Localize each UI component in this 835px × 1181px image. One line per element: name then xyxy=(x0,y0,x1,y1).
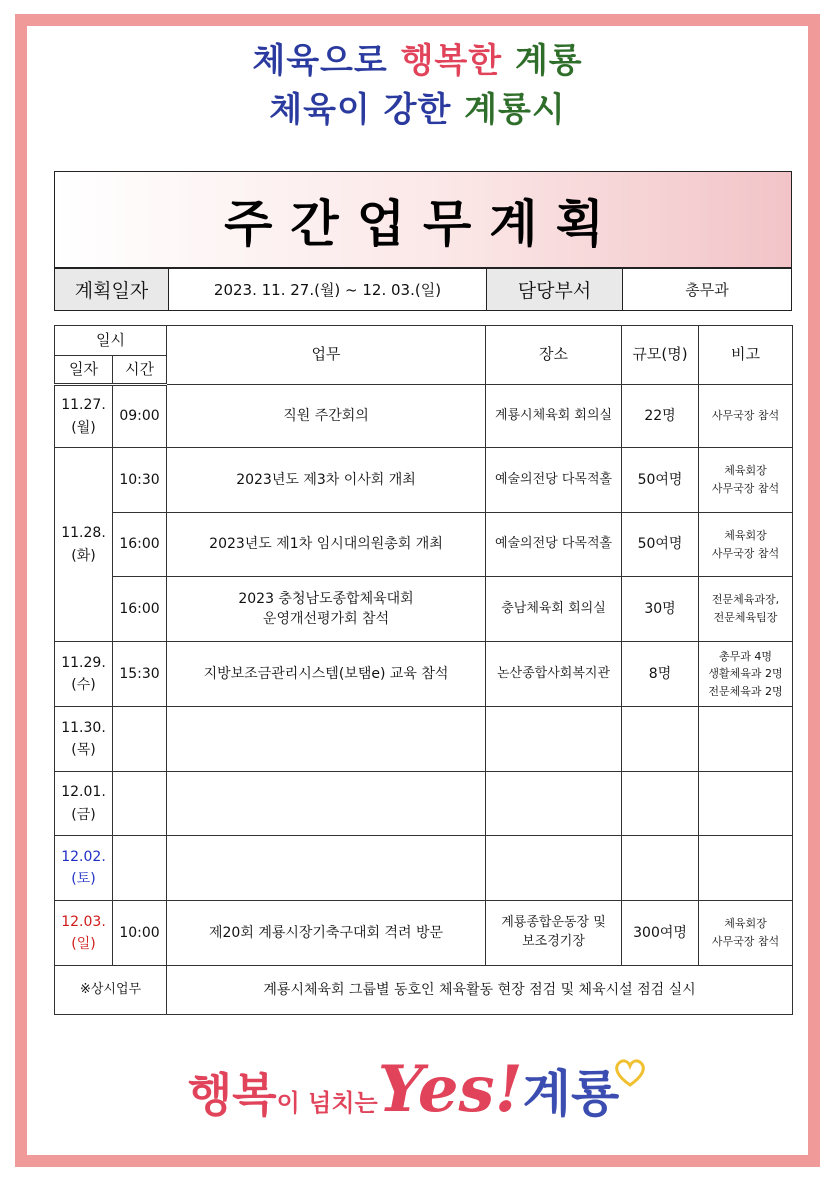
note-line: 사무국장 참석 xyxy=(711,935,780,948)
task-cell xyxy=(167,513,486,577)
place-line: 예술의전당 다목적홀 xyxy=(494,536,613,552)
date-line: 12.03. xyxy=(61,913,106,930)
title-banner xyxy=(54,171,792,268)
date-line: (월) xyxy=(71,419,96,436)
note-cell xyxy=(699,772,793,836)
task-line: 2023년도 제3차 이사회 개최 xyxy=(236,471,416,488)
slogan-segment: 체육으로 xyxy=(252,41,401,81)
scale-cell xyxy=(622,385,699,448)
date-line: (화) xyxy=(71,547,96,564)
scale-cell xyxy=(622,772,699,836)
date-line: (목) xyxy=(71,742,96,758)
task-line: 직원 주간회의 xyxy=(283,407,369,424)
scale-line: 30명 xyxy=(644,600,676,617)
time-line: 10:30 xyxy=(119,471,160,488)
table-row xyxy=(55,577,793,642)
task-line: 지방보조금관리시스템(보탬e) 교육 참석 xyxy=(203,665,449,682)
table-row xyxy=(55,448,793,513)
place-cell xyxy=(486,836,622,901)
time-cell xyxy=(113,577,167,642)
slogan-line-2 xyxy=(0,82,835,131)
note-cell xyxy=(699,642,793,707)
dept-value: 총무과 xyxy=(623,269,792,311)
header-task: 업무 xyxy=(167,326,486,385)
date-line: 12.01. xyxy=(61,784,106,801)
task-line: 운영개선평가회 참석 xyxy=(262,611,390,627)
time-line: 09:00 xyxy=(119,408,160,425)
slogan-segment: 계룡시 xyxy=(464,90,566,130)
scale-cell xyxy=(622,836,699,901)
note-line: 전문체육팀장 xyxy=(713,611,778,624)
time-line: 15:30 xyxy=(119,665,160,682)
place-cell xyxy=(486,448,622,513)
task-cell xyxy=(167,577,486,642)
place-line: 충남체육회 회의실 xyxy=(501,600,606,616)
scale-cell xyxy=(622,707,699,772)
note-cell xyxy=(699,385,793,448)
bottom-slogan-part-4: 계룡 xyxy=(522,1064,620,1123)
note-cell xyxy=(699,577,793,642)
place-cell xyxy=(486,772,622,836)
note-cell xyxy=(699,707,793,772)
date-line: 11.29. xyxy=(61,654,106,671)
note-line: 총무과 4명 xyxy=(719,649,773,663)
header-note: 비고 xyxy=(699,326,793,385)
table-row xyxy=(55,707,793,772)
time-cell xyxy=(113,901,167,966)
task-cell xyxy=(167,772,486,836)
task-cell xyxy=(167,901,486,966)
date-line: (금) xyxy=(71,806,96,823)
date-cell xyxy=(55,448,113,642)
date-cell xyxy=(55,901,113,966)
date-cell xyxy=(55,707,113,772)
scale-cell xyxy=(622,642,699,707)
date-line: 11.30. xyxy=(61,719,106,736)
place-cell xyxy=(486,385,622,448)
permanent-task-text: 계룡시체육회 그룹별 동호인 체육활동 현장 점검 및 체육시설 점검 실시 xyxy=(167,966,793,1015)
header-scale: 규모(명) xyxy=(622,326,699,385)
date-line: 11.27. xyxy=(61,397,106,414)
scale-cell xyxy=(622,448,699,513)
bottom-slogan-part-3: Yes! xyxy=(377,1052,523,1127)
place-cell xyxy=(486,901,622,966)
scale-cell xyxy=(622,513,699,577)
table-row xyxy=(55,836,793,901)
task-cell xyxy=(167,642,486,707)
time-cell xyxy=(113,707,167,772)
place-line: 논산종합사회복지관 xyxy=(497,665,611,681)
place-line: 계룡시체육회 회의실 xyxy=(494,407,613,423)
table-row xyxy=(55,901,793,966)
scale-line: 50여명 xyxy=(637,471,683,488)
place-cell xyxy=(486,577,622,642)
slogan-segment: 체육이 강한 xyxy=(269,90,465,130)
task-cell xyxy=(167,385,486,448)
note-line: 생활체육과 2명 xyxy=(708,667,783,681)
header-datetime: 일시 xyxy=(55,326,167,356)
page-title: 주간업무계획 xyxy=(224,194,622,253)
plan-date-value: 2023. 11. 27.(월) ~ 12. 03.(일) xyxy=(169,269,487,311)
time-cell xyxy=(113,513,167,577)
time-cell xyxy=(113,836,167,901)
heart-icon xyxy=(613,1058,647,1088)
dept-label: 담당부서 xyxy=(487,269,623,311)
table-row xyxy=(55,772,793,836)
scale-cell xyxy=(622,901,699,966)
bottom-slogan-part-2: 이 넘치는 xyxy=(276,1088,378,1117)
note-line: 전문체육과 2명 xyxy=(708,684,783,698)
note-line: 체육회장 xyxy=(724,528,767,542)
place-line: 계룡종합운동장 및 xyxy=(501,915,606,931)
task-line: 제20회 계룡시장기축구대회 격려 방문 xyxy=(209,924,444,941)
date-cell xyxy=(55,642,113,707)
place-line: 보조경기장 xyxy=(522,934,585,949)
table-row xyxy=(55,513,793,577)
table-row xyxy=(55,385,793,448)
time-cell xyxy=(113,642,167,707)
note-line: 체육회장 xyxy=(724,464,767,478)
bottom-slogan-logo xyxy=(0,1052,835,1127)
plan-date-label: 계획일자 xyxy=(55,269,169,311)
note-line: 사무국장 참석 xyxy=(711,482,780,495)
scale-line: 8명 xyxy=(648,665,672,682)
note-line: 사무국장 참석 xyxy=(711,546,780,560)
note-line: 전문체육과장, xyxy=(711,593,780,607)
header-date: 일자 xyxy=(55,356,113,385)
time-line: 10:00 xyxy=(119,924,160,941)
note-cell xyxy=(699,448,793,513)
note-cell xyxy=(699,901,793,966)
date-cell xyxy=(55,772,113,836)
place-cell xyxy=(486,642,622,707)
bottom-slogan-part-1: 행복 xyxy=(187,1068,277,1122)
task-cell xyxy=(167,448,486,513)
slogan-line-1 xyxy=(0,33,835,82)
header-place: 장소 xyxy=(486,326,622,385)
date-cell xyxy=(55,385,113,448)
note-cell xyxy=(699,513,793,577)
scale-line: 50여명 xyxy=(637,536,683,553)
scale-cell xyxy=(622,577,699,642)
permanent-task-label: ※상시업무 xyxy=(55,966,167,1015)
slogan-segment: 계룡 xyxy=(502,41,583,81)
note-line: 사무국장 참석 xyxy=(711,409,780,423)
scale-line: 22명 xyxy=(644,407,676,424)
slogan-segment: 행복한 xyxy=(400,41,503,81)
task-line: 2023 충청남도종합체육대회 xyxy=(238,590,414,607)
time-cell xyxy=(113,772,167,836)
scale-line: 300여명 xyxy=(633,924,687,941)
note-line: 체육회장 xyxy=(724,917,767,931)
task-cell xyxy=(167,836,486,901)
header-time: 시간 xyxy=(113,356,167,385)
place-line: 예술의전당 다목적홀 xyxy=(494,471,613,487)
date-line: (수) xyxy=(71,677,96,693)
date-line: (일) xyxy=(71,936,96,952)
date-line: 12.02. xyxy=(61,848,106,865)
task-line: 2023년도 제1차 임시대의원총회 개최 xyxy=(209,536,443,553)
place-cell xyxy=(486,513,622,577)
date-line: (토) xyxy=(71,871,96,887)
date-line: 11.28. xyxy=(61,525,106,542)
time-cell xyxy=(113,385,167,448)
time-cell xyxy=(113,448,167,513)
place-cell xyxy=(486,707,622,772)
note-cell xyxy=(699,836,793,901)
table-row xyxy=(55,642,793,707)
date-cell xyxy=(55,836,113,901)
time-line: 16:00 xyxy=(119,600,160,617)
task-cell xyxy=(167,707,486,772)
info-table xyxy=(54,268,792,311)
schedule-table xyxy=(54,325,793,1015)
time-line: 16:00 xyxy=(119,536,160,553)
